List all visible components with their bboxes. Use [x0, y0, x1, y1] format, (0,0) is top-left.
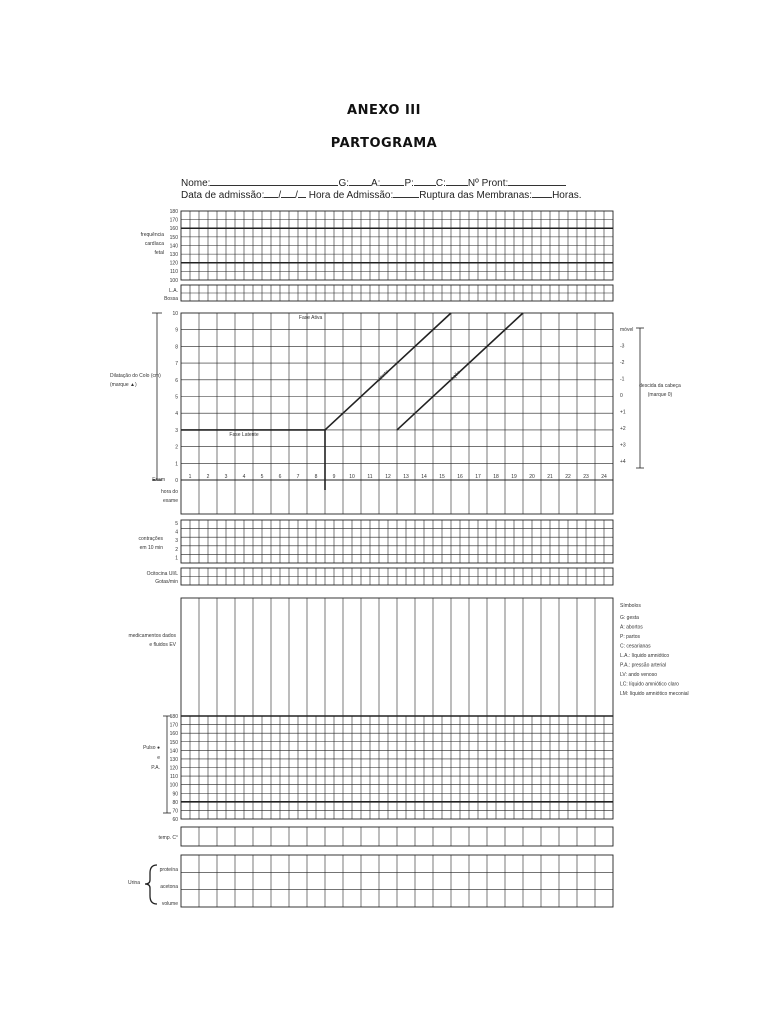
document-title: PARTOGRAMA [330, 136, 438, 151]
oxytocin-label: Ocitocina UI/L [146, 571, 178, 577]
descent-tick: +3 [620, 442, 626, 449]
symbols-title: Símbolos [620, 603, 641, 609]
medications-label: medicamentos dados [128, 633, 176, 639]
hour-tick: 8 [314, 474, 318, 480]
a-label: A: [371, 178, 381, 189]
contraction-tick: 2 [175, 546, 178, 553]
pulse-tick: 110 [170, 774, 178, 781]
fhr-tick: 130 [169, 252, 178, 258]
p-label: P: [404, 178, 414, 189]
hour-tick: 9 [332, 474, 336, 480]
la-label: Bossa [164, 296, 178, 302]
descent-tick: +4 [620, 459, 626, 465]
hour-tick: 15 [439, 474, 445, 480]
contractions-label: em 10 min [139, 545, 163, 551]
dilation-tick: 8 [175, 344, 178, 351]
data-admissao-label: Data de admissão: [181, 190, 265, 201]
annex-title: ANEXO III [347, 103, 421, 118]
dilation-label: (marque ▲) [110, 382, 137, 388]
medications-label: e fluidos EV [149, 642, 176, 648]
symbol-item: LM: líquido amniótico meconial [620, 691, 689, 697]
descent-label: descida da cabeça [639, 383, 681, 389]
action-line [397, 313, 523, 430]
dilation-tick: 7 [175, 361, 178, 368]
fhr-tick: 150 [169, 234, 178, 241]
urine-label: Urina [128, 880, 140, 886]
descent-tick: 0 [620, 393, 623, 399]
urine-row-label: acetona [160, 884, 178, 890]
hour-tick: 3 [224, 474, 228, 480]
symbol-item: LV: ando venoso [620, 672, 657, 678]
symbol-item: LC: líquido amniótico claro [620, 681, 679, 688]
temperature-label: temp. C° [158, 835, 178, 841]
fhr-tick: 160 [169, 226, 178, 233]
hour-tick: 12 [385, 474, 391, 480]
dilation-tick: 3 [175, 427, 178, 434]
pulse-tick: 120 [169, 765, 178, 772]
hour-tick: 11 [367, 474, 373, 480]
dilation-label: Dilatação do Colo (cm) [110, 373, 161, 379]
symbol-item: C: cesarianas [620, 643, 651, 650]
pulse-tick: 70 [172, 808, 178, 815]
hour-tick: 18 [493, 474, 499, 480]
hour-tick: 2 [206, 474, 210, 480]
symbol-item: A: abortos [620, 624, 643, 631]
pulse-label: e [157, 755, 160, 761]
fhr-label: fetal [154, 250, 164, 256]
pulse-tick: 90 [172, 791, 178, 798]
pulse-tick: 150 [169, 739, 178, 746]
hour-tick: 24 [601, 474, 607, 480]
contraction-tick: 5 [175, 521, 178, 527]
hour-tick: 22 [565, 474, 571, 480]
descent-tick: -2 [620, 360, 625, 366]
pulse-tick: 100 [169, 782, 178, 789]
urine-brace [145, 865, 157, 904]
hora-admissao-label: Hora de Admissão: [308, 190, 394, 201]
alert-line-label: Alerta [376, 369, 391, 383]
pulse-tick: 140 [169, 748, 178, 755]
pulse-tick: 180 [169, 714, 178, 720]
hour-tick: 23 [583, 474, 589, 480]
dilation-tick: 4 [175, 411, 178, 418]
pront-label: Nº Pront: [467, 178, 509, 189]
descent-label: (marque 0) [647, 392, 673, 398]
contraction-tick: 4 [175, 529, 178, 536]
urine-row-label: volume [161, 901, 178, 907]
hour-tick: 10 [349, 474, 355, 480]
pulse-tick: 60 [172, 817, 178, 823]
hour-tick: 13 [403, 474, 409, 480]
urine-row-label: proteína [159, 867, 178, 873]
pulse-tick: 170 [169, 722, 178, 729]
pulse-tick: 80 [172, 799, 178, 806]
pulse-label: P.A. [151, 765, 160, 771]
hour-tick: 4 [242, 474, 246, 480]
exam-hour-label: exame [162, 498, 178, 504]
horas-label: Horas. [552, 190, 582, 201]
nome-label: Nome: [181, 178, 211, 189]
dilation-tick: 6 [175, 377, 178, 384]
pulse-tick: 130 [169, 756, 178, 763]
descent-tick: -1 [620, 376, 625, 383]
dilation-tick: 5 [175, 394, 178, 401]
fhr-tick: 100 [169, 277, 178, 284]
symbol-item: L.A.: líquido amniótico [620, 653, 670, 659]
hour-tick: 19 [511, 474, 517, 480]
symbol-item: G: gesta [620, 615, 639, 621]
dilation-tick: 1 [175, 461, 178, 468]
fhr-label: cardíaca [144, 241, 164, 247]
oxytocin-label: Gotas/min [155, 579, 178, 585]
dilation-exam-mark: Exam [152, 477, 165, 483]
dilation-tick: 10 [172, 311, 178, 317]
descent-tick: móvel [620, 327, 634, 333]
hour-tick: 16 [457, 474, 463, 480]
pulse-label: Pulso ● [143, 745, 160, 751]
pulse-tick: 160 [169, 731, 178, 738]
fhr-label: frequência [140, 232, 164, 238]
hour-tick: 7 [296, 474, 300, 480]
hour-tick: 14 [421, 474, 427, 480]
g-label: G: [338, 178, 350, 189]
latent-phase-label: Fase Latente [229, 431, 259, 438]
descent-tick: +2 [620, 426, 626, 432]
hour-tick: 20 [529, 474, 535, 480]
dilation-tick: 0 [175, 478, 178, 484]
hour-tick: 6 [278, 474, 282, 480]
hour-tick: 5 [260, 474, 264, 480]
contraction-tick: 3 [175, 538, 178, 545]
action-line-label: Ação [449, 369, 462, 382]
contraction-tick: 1 [175, 555, 178, 562]
fhr-tick: 110 [170, 269, 178, 276]
date-separator-2: / [295, 190, 298, 201]
hour-tick: 17 [475, 474, 481, 480]
fhr-tick: 140 [169, 243, 178, 250]
symbol-item: P.A.: pressão arterial [620, 662, 667, 669]
active-phase-label: Fase Ativa [298, 315, 323, 321]
dilation-tick: 9 [175, 327, 178, 334]
la-label: L.A. [169, 288, 178, 294]
hour-tick: 21 [547, 474, 553, 480]
fhr-tick: 180 [169, 209, 178, 215]
dilation-tick: 2 [175, 444, 178, 451]
exam-hour-label: hora do [161, 489, 178, 495]
date-separator-1: / [278, 190, 282, 201]
fhr-tick: 120 [169, 260, 178, 267]
contractions-label: contrações [138, 536, 163, 542]
symbol-item: P: partos [620, 634, 641, 640]
c-label: C: [435, 178, 446, 189]
descent-tick: -3 [620, 343, 625, 350]
ruptura-label: Ruptura das Membranas: [419, 190, 533, 201]
fhr-tick: 170 [169, 217, 178, 224]
hour-tick: 1 [188, 474, 192, 480]
descent-tick: +1 [620, 409, 626, 416]
